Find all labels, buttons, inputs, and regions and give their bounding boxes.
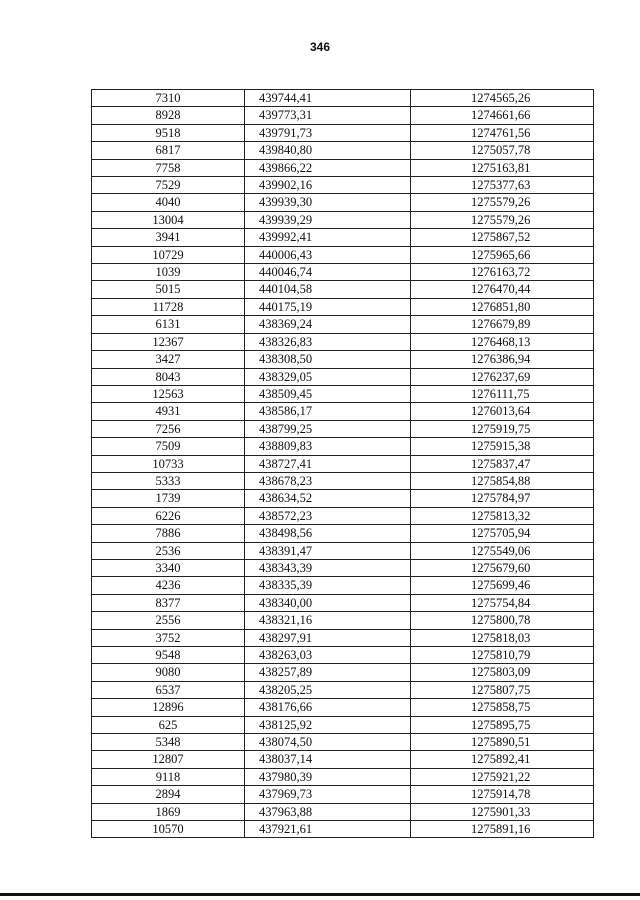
y-coordinate-cell: 1275803,09 (411, 664, 594, 681)
y-coordinate-cell: 1274661,66 (411, 107, 594, 124)
x-coordinate-cell: 439939,29 (245, 211, 411, 228)
y-coordinate-cell: 1275807,75 (411, 681, 594, 698)
point-id-cell: 9518 (92, 124, 245, 141)
y-coordinate-cell: 1275837,47 (411, 455, 594, 472)
point-id-cell: 10733 (92, 455, 245, 472)
x-coordinate-cell: 438343,39 (245, 559, 411, 576)
point-id-cell: 1869 (92, 803, 245, 820)
point-id-cell: 5015 (92, 281, 245, 298)
point-id-cell: 1039 (92, 264, 245, 281)
y-coordinate-cell: 1275579,26 (411, 194, 594, 211)
point-id-cell: 7256 (92, 420, 245, 437)
table-row (92, 90, 594, 107)
x-coordinate-cell: 438634,52 (245, 490, 411, 507)
table-row (92, 281, 594, 298)
table-row (92, 246, 594, 263)
point-id-cell: 13004 (92, 211, 245, 228)
x-coordinate-cell: 439902,16 (245, 177, 411, 194)
point-id-cell: 7310 (92, 90, 245, 107)
y-coordinate-cell: 1275699,46 (411, 577, 594, 594)
y-coordinate-cell: 1276111,75 (411, 385, 594, 402)
x-coordinate-cell: 438308,50 (245, 351, 411, 368)
point-id-cell: 2556 (92, 612, 245, 629)
coordinates-table-body (92, 90, 594, 838)
y-coordinate-cell: 1276470,44 (411, 281, 594, 298)
table-row (92, 681, 594, 698)
y-coordinate-cell: 1276013,64 (411, 403, 594, 420)
y-coordinate-cell: 1274565,26 (411, 90, 594, 107)
table-row (92, 159, 594, 176)
table-row (92, 438, 594, 455)
x-coordinate-cell: 438678,23 (245, 472, 411, 489)
y-coordinate-cell: 1275784,97 (411, 490, 594, 507)
point-id-cell: 10729 (92, 246, 245, 263)
x-coordinate-cell: 438498,56 (245, 525, 411, 542)
y-coordinate-cell: 1275867,52 (411, 229, 594, 246)
x-coordinate-cell: 438572,23 (245, 507, 411, 524)
y-coordinate-cell: 1275057,78 (411, 142, 594, 159)
point-id-cell: 6537 (92, 681, 245, 698)
x-coordinate-cell: 439992,41 (245, 229, 411, 246)
point-id-cell: 4040 (92, 194, 245, 211)
y-coordinate-cell: 1275901,33 (411, 803, 594, 820)
bottom-scan-edge (0, 893, 640, 896)
point-id-cell: 2894 (92, 786, 245, 803)
x-coordinate-cell: 438340,00 (245, 594, 411, 611)
y-coordinate-cell: 1275895,75 (411, 716, 594, 733)
table-row (92, 264, 594, 281)
point-id-cell: 1739 (92, 490, 245, 507)
point-id-cell: 7509 (92, 438, 245, 455)
table-row (92, 577, 594, 594)
y-coordinate-cell: 1275813,32 (411, 507, 594, 524)
y-coordinate-cell: 1275818,03 (411, 629, 594, 646)
table-row (92, 525, 594, 542)
y-coordinate-cell: 1275890,51 (411, 734, 594, 751)
table-row (92, 472, 594, 489)
y-coordinate-cell: 1275891,16 (411, 821, 594, 838)
table-row (92, 612, 594, 629)
x-coordinate-cell: 438257,89 (245, 664, 411, 681)
point-id-cell: 7758 (92, 159, 245, 176)
x-coordinate-cell: 438799,25 (245, 420, 411, 437)
y-coordinate-cell: 1275800,78 (411, 612, 594, 629)
y-coordinate-cell: 1276679,89 (411, 316, 594, 333)
y-coordinate-cell: 1275965,66 (411, 246, 594, 263)
x-coordinate-cell: 438074,50 (245, 734, 411, 751)
x-coordinate-cell: 438321,16 (245, 612, 411, 629)
point-id-cell: 5348 (92, 734, 245, 751)
x-coordinate-cell: 438369,24 (245, 316, 411, 333)
page-number: 346 (309, 40, 331, 54)
table-row (92, 211, 594, 228)
table-row (92, 194, 594, 211)
x-coordinate-cell: 439866,22 (245, 159, 411, 176)
x-coordinate-cell: 438125,92 (245, 716, 411, 733)
point-id-cell: 3941 (92, 229, 245, 246)
table-row (92, 351, 594, 368)
table-row (92, 124, 594, 141)
x-coordinate-cell: 439840,80 (245, 142, 411, 159)
table-row (92, 142, 594, 159)
y-coordinate-cell: 1275854,88 (411, 472, 594, 489)
point-id-cell: 7886 (92, 525, 245, 542)
table-row (92, 664, 594, 681)
y-coordinate-cell: 1275754,84 (411, 594, 594, 611)
point-id-cell: 12807 (92, 751, 245, 768)
point-id-cell: 12367 (92, 333, 245, 350)
y-coordinate-cell: 1274761,56 (411, 124, 594, 141)
y-coordinate-cell: 1275810,79 (411, 647, 594, 664)
table-row (92, 647, 594, 664)
x-coordinate-cell: 438326,83 (245, 333, 411, 350)
x-coordinate-cell: 438037,14 (245, 751, 411, 768)
x-coordinate-cell: 440046,74 (245, 264, 411, 281)
y-coordinate-cell: 1275858,75 (411, 699, 594, 716)
table-row (92, 542, 594, 559)
point-id-cell: 8928 (92, 107, 245, 124)
point-id-cell: 6226 (92, 507, 245, 524)
point-id-cell: 8377 (92, 594, 245, 611)
table-row (92, 803, 594, 820)
table-row (92, 629, 594, 646)
y-coordinate-cell: 1276386,94 (411, 351, 594, 368)
y-coordinate-cell: 1275679,60 (411, 559, 594, 576)
point-id-cell: 9118 (92, 768, 245, 785)
point-id-cell: 3340 (92, 559, 245, 576)
coordinates-table (91, 89, 594, 838)
point-id-cell: 2536 (92, 542, 245, 559)
table-row (92, 786, 594, 803)
table-row (92, 316, 594, 333)
x-coordinate-cell: 438727,41 (245, 455, 411, 472)
x-coordinate-cell: 438509,45 (245, 385, 411, 402)
x-coordinate-cell: 438809,83 (245, 438, 411, 455)
y-coordinate-cell: 1275377,63 (411, 177, 594, 194)
table-row (92, 385, 594, 402)
table-row (92, 821, 594, 838)
table-row (92, 699, 594, 716)
x-coordinate-cell: 439791,73 (245, 124, 411, 141)
point-id-cell: 9548 (92, 647, 245, 664)
y-coordinate-cell: 1275579,26 (411, 211, 594, 228)
x-coordinate-cell: 438329,05 (245, 368, 411, 385)
table-row (92, 455, 594, 472)
point-id-cell: 4931 (92, 403, 245, 420)
point-id-cell: 6817 (92, 142, 245, 159)
x-coordinate-cell: 438263,03 (245, 647, 411, 664)
point-id-cell: 9080 (92, 664, 245, 681)
x-coordinate-cell: 439939,30 (245, 194, 411, 211)
point-id-cell: 7529 (92, 177, 245, 194)
x-coordinate-cell: 438335,39 (245, 577, 411, 594)
table-row (92, 734, 594, 751)
table-row (92, 333, 594, 350)
point-id-cell: 3427 (92, 351, 245, 368)
y-coordinate-cell: 1276163,72 (411, 264, 594, 281)
table-row (92, 716, 594, 733)
table-row (92, 229, 594, 246)
y-coordinate-cell: 1275163,81 (411, 159, 594, 176)
table-row (92, 507, 594, 524)
x-coordinate-cell: 437980,39 (245, 768, 411, 785)
point-id-cell: 12896 (92, 699, 245, 716)
table-row (92, 594, 594, 611)
x-coordinate-cell: 437921,61 (245, 821, 411, 838)
y-coordinate-cell: 1275892,41 (411, 751, 594, 768)
x-coordinate-cell: 437969,73 (245, 786, 411, 803)
table-row (92, 768, 594, 785)
x-coordinate-cell: 440006,43 (245, 246, 411, 263)
x-coordinate-cell: 438205,25 (245, 681, 411, 698)
table-row (92, 368, 594, 385)
y-coordinate-cell: 1275914,78 (411, 786, 594, 803)
table-row (92, 177, 594, 194)
y-coordinate-cell: 1275549,06 (411, 542, 594, 559)
y-coordinate-cell: 1275919,75 (411, 420, 594, 437)
table-row (92, 403, 594, 420)
point-id-cell: 3752 (92, 629, 245, 646)
table-row (92, 490, 594, 507)
y-coordinate-cell: 1276237,69 (411, 368, 594, 385)
point-id-cell: 11728 (92, 298, 245, 315)
table-row (92, 420, 594, 437)
x-coordinate-cell: 440175,19 (245, 298, 411, 315)
table-row (92, 751, 594, 768)
x-coordinate-cell: 438391,47 (245, 542, 411, 559)
table-row (92, 298, 594, 315)
point-id-cell: 5333 (92, 472, 245, 489)
point-id-cell: 10570 (92, 821, 245, 838)
y-coordinate-cell: 1275921,22 (411, 768, 594, 785)
x-coordinate-cell: 439773,31 (245, 107, 411, 124)
x-coordinate-cell: 438297,91 (245, 629, 411, 646)
table-row (92, 559, 594, 576)
point-id-cell: 625 (92, 716, 245, 733)
x-coordinate-cell: 437963,88 (245, 803, 411, 820)
x-coordinate-cell: 438176,66 (245, 699, 411, 716)
point-id-cell: 12563 (92, 385, 245, 402)
x-coordinate-cell: 440104,58 (245, 281, 411, 298)
y-coordinate-cell: 1275915,38 (411, 438, 594, 455)
point-id-cell: 4236 (92, 577, 245, 594)
x-coordinate-cell: 439744,41 (245, 90, 411, 107)
y-coordinate-cell: 1276851,80 (411, 298, 594, 315)
y-coordinate-cell: 1275705,94 (411, 525, 594, 542)
table-row (92, 107, 594, 124)
point-id-cell: 8043 (92, 368, 245, 385)
point-id-cell: 6131 (92, 316, 245, 333)
x-coordinate-cell: 438586,17 (245, 403, 411, 420)
y-coordinate-cell: 1276468,13 (411, 333, 594, 350)
